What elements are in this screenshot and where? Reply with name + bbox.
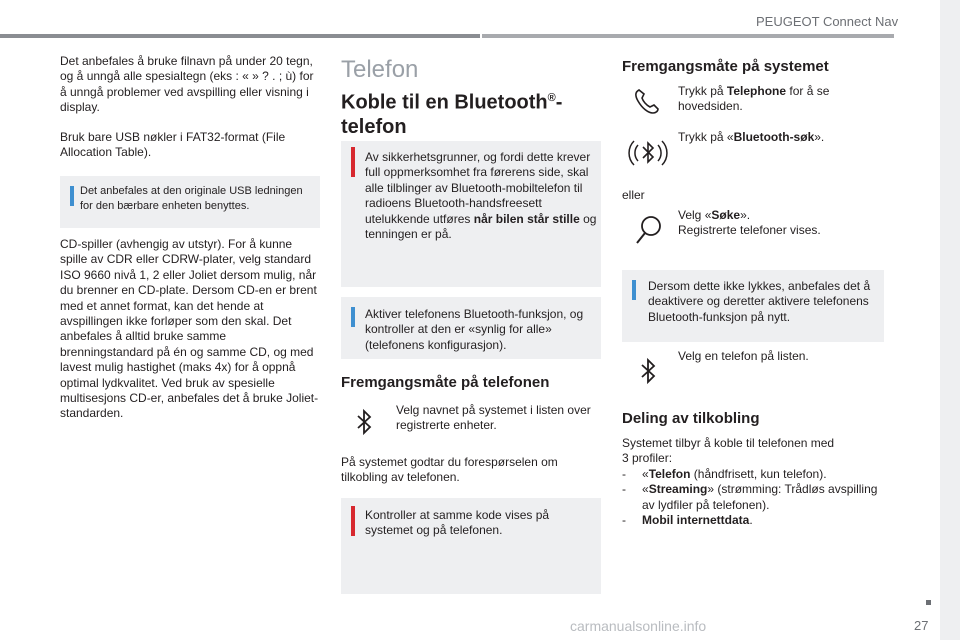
list-item-text-a: « bbox=[642, 467, 649, 481]
step1-text-c: for å se hovedsiden. bbox=[678, 84, 830, 114]
heading-part-1: Koble til en Bluetooth bbox=[341, 91, 548, 114]
phone-procedure-heading: Fremgangsmåte på telefonen bbox=[341, 374, 550, 391]
warning-icon bbox=[351, 506, 355, 536]
bluetooth-icon bbox=[640, 356, 656, 386]
warning-text-a: Av sikkerhetsgrunner, og fordi dette krever full oppmerksomhet fra førerens side, skal alle tilblinger av Bluetooth-mobiltelefon til radioens Bluetooth-handsfreesett utelukkende utføres bbox=[365, 150, 591, 226]
list-item bbox=[622, 467, 888, 482]
search-label: Søke bbox=[711, 208, 741, 222]
bluetooth-search-label: Bluetooth-søk bbox=[733, 130, 815, 144]
info-icon bbox=[351, 307, 355, 327]
profile-list bbox=[622, 467, 888, 529]
phone-step-1: Velg navnet på systemet i listen over registrerte enheter. bbox=[396, 403, 591, 433]
list-item bbox=[622, 513, 888, 528]
warning-icon bbox=[351, 147, 355, 177]
system-step-2 bbox=[678, 130, 878, 145]
cd-player-text: CD-spiller (avhengig av utstyr). For å kunne spille av CDR eller CDRW-plater, velg standard ISO 9660 nivå 1, 2 eller Joliet dersom mulig, når du brenner en CD-plate. Dersom CD-en er brent med et annet format, kan det hende at avspillingen ikke forløper som den skal. Det anbefales å alltid bruke samme brenningstandard på én og samme CD, og med lavest mulig hastighet (maks 4x) for å oppnå optimal lydkvalitet. Ved bruk av spesielle multisesjons CD-er, anbefales det å bruke Joliet-standarden. bbox=[60, 237, 319, 421]
list-item-text-c: (håndfrisett, kun telefon). bbox=[690, 467, 827, 481]
list-item-text-c: . bbox=[749, 513, 753, 528]
heading-part-2: - telefon bbox=[341, 91, 563, 138]
page-number: 27 bbox=[914, 618, 929, 633]
safety-warning-text bbox=[365, 150, 597, 242]
system-procedure-heading: Fremgangsmåte på systemet bbox=[622, 58, 829, 75]
telefon-label: Telefon bbox=[648, 467, 691, 481]
mobile-data-label: Mobil internettdata bbox=[642, 513, 750, 528]
header-rule-right bbox=[482, 34, 894, 38]
step1-text-a: Trykk på bbox=[678, 84, 727, 98]
info-icon bbox=[70, 186, 74, 206]
step2-text-a: Trykk på « bbox=[678, 130, 734, 144]
step3-text-c: ». bbox=[740, 208, 751, 222]
safety-warning-box bbox=[341, 141, 601, 287]
retry-info-box bbox=[622, 270, 884, 342]
list-item-text-c: » (strømming: Trådløs avspilling av lydfiler på telefonen). bbox=[642, 482, 878, 512]
step2-text-c: ». bbox=[814, 130, 825, 144]
telephone-icon bbox=[632, 86, 660, 116]
warning-text-c: og tenningen er på. bbox=[365, 211, 597, 242]
continue-marker bbox=[926, 600, 931, 605]
accept-request-text: På systemet godtar du forespørselen om tilkobling av telefonen. bbox=[341, 455, 558, 485]
streaming-label: Streaming bbox=[648, 482, 708, 497]
system-step-1 bbox=[678, 84, 878, 115]
retry-info-text: Dersom dette ikke lykkes, anbefales det å deaktivere og deretter aktivere telefonens Bluetooth-funksjon på nytt. bbox=[648, 279, 871, 324]
step3-text-a: Velg « bbox=[678, 208, 712, 222]
sharing-heading: Deling av tilkobling bbox=[622, 410, 760, 427]
list-item bbox=[622, 482, 888, 513]
bluetooth-heading bbox=[341, 86, 601, 139]
system-step-3 bbox=[678, 208, 878, 239]
usb-format-advice: Bruk bare USB nøkler i FAT32-format (File Allocation Table). bbox=[60, 130, 286, 160]
side-strip bbox=[940, 0, 960, 640]
brand-header: PEUGEOT Connect Nav bbox=[756, 14, 899, 29]
section-title: Telefon bbox=[341, 56, 419, 83]
code-warning-text: Kontroller at samme kode vises på systemet og på telefonen. bbox=[365, 508, 550, 538]
info-icon bbox=[632, 280, 636, 300]
usb-cable-info-text: Det anbefales at den originale USB ledningen for den bærbare enheten benyttes. bbox=[80, 185, 303, 212]
bluetooth-info-text: Aktiver telefonens Bluetooth-funksjon, og kontroller at den er «synlig for alle» (telefonens konfigurasjon). bbox=[365, 307, 584, 352]
header-rule-left bbox=[0, 34, 480, 38]
filename-advice: Det anbefales å bruke filnavn på under 20 tegn, og å unngå alle spesialtegn (eks : « » ? . ; ù) for å unngå problemer ved avspilling eller visning i display. bbox=[60, 54, 314, 115]
sharing-intro bbox=[622, 436, 884, 467]
sharing-intro-line-1: Systemet tilbyr å koble til telefonen med bbox=[622, 436, 835, 450]
system-step-4: Velg en telefon på listen. bbox=[678, 349, 809, 363]
warning-text-bold: når bilen står stille bbox=[473, 211, 580, 226]
watermark: carmanualsonline.info bbox=[570, 618, 707, 634]
telephone-label: Telephone bbox=[726, 84, 787, 98]
or-text: eller bbox=[622, 188, 645, 202]
bluetooth-icon bbox=[356, 407, 372, 437]
sharing-intro-line-2: 3 profiler: bbox=[622, 451, 673, 466]
step3-text-d: Registrerte telefoner vises. bbox=[678, 223, 821, 238]
list-item-text-a: « bbox=[642, 482, 649, 497]
usb-cable-info-box bbox=[60, 176, 320, 228]
search-icon bbox=[634, 214, 664, 248]
bluetooth-search-icon bbox=[628, 131, 668, 175]
bluetooth-info-box bbox=[341, 297, 601, 359]
code-warning-box bbox=[341, 498, 601, 594]
registered-mark: ® bbox=[547, 92, 556, 104]
